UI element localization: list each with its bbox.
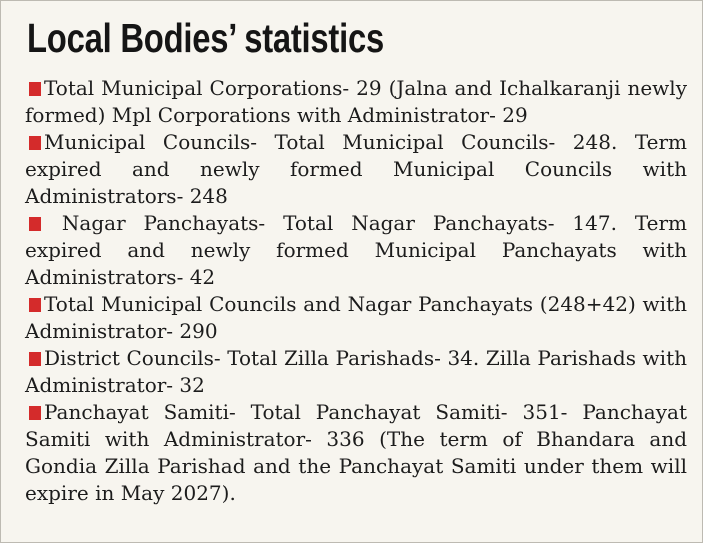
red-square-bullet-icon <box>29 298 41 312</box>
statistics-list <box>25 75 687 507</box>
red-square-bullet-icon <box>29 136 41 150</box>
list-item-panchayat-samiti <box>25 399 687 507</box>
item-text: District Councils- Total Zilla Parishads- 34. Zilla Parishads with Administrator- 32 <box>25 346 687 397</box>
page-title: Local Bodies’ statistics <box>27 15 384 61</box>
item-text: Municipal Councils- Total Municipal Councils- 248. Term expired and newly formed Municipal Councils with Administrators- 248 <box>25 130 687 208</box>
red-square-bullet-icon <box>29 82 41 96</box>
item-text: Total Municipal Corporations- 29 (Jalna and Ichalkaranji newly formed) Mpl Corporations with Administrator- 29 <box>25 76 687 127</box>
red-square-bullet-icon <box>29 352 41 366</box>
red-square-bullet-icon <box>29 217 41 231</box>
item-text: Nagar Panchayats- Total Nagar Panchayats- 147. Term expired and newly formed Municipal Panchayats with Administrators- 42 <box>25 211 687 289</box>
list-item-councils-and-panchayats-total <box>25 291 687 345</box>
item-text: Panchayat Samiti- Total Panchayat Samiti- 351- Panchayat Samiti with Administrator- 336 (The term of Bhandara and Gondia Zilla Parishad and the Panchayat Samiti under them will expire in May 2027). <box>25 400 687 505</box>
list-item-municipal-councils <box>25 129 687 210</box>
list-item-district-councils <box>25 345 687 399</box>
item-text: Total Municipal Councils and Nagar Panchayats (248+42) with Administrator- 290 <box>25 292 687 343</box>
list-item-municipal-corporations <box>25 75 687 129</box>
list-item-nagar-panchayats <box>25 210 687 291</box>
red-square-bullet-icon <box>29 406 41 420</box>
